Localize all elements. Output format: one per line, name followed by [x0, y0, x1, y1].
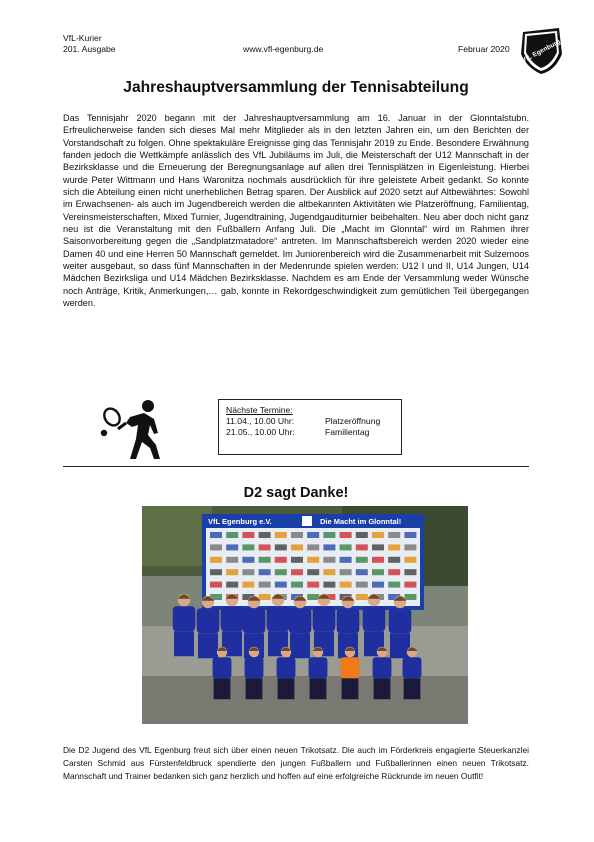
sponsor-logo: [340, 532, 352, 538]
sponsor-logo: [226, 544, 238, 550]
sponsor-logo: [307, 557, 319, 563]
sponsor-logo: [242, 569, 254, 575]
header-left: [63, 33, 116, 55]
sponsor-logo: [372, 582, 384, 588]
sponsor-logo: [340, 582, 352, 588]
sponsor-logo: [226, 557, 238, 563]
sponsor-logo: [291, 569, 303, 575]
sponsor-logo: [275, 582, 287, 588]
sponsor-logo: [307, 544, 319, 550]
sponsor-logo: [372, 557, 384, 563]
sponsor-logo: [210, 532, 222, 538]
sponsor-logo: [323, 557, 335, 563]
sponsor-logo: [226, 532, 238, 538]
sponsor-logo: [404, 582, 416, 588]
sponsor-logo: [404, 532, 416, 538]
section-divider: [63, 466, 529, 467]
sponsor-logo: [275, 544, 287, 550]
sponsor-logo: [388, 544, 400, 550]
sponsor-logo: [210, 582, 222, 588]
article-title-d2: D2 sagt Danke!: [243, 485, 349, 501]
sponsor-logo: [323, 544, 335, 550]
sponsor-logo: [242, 532, 254, 538]
sponsor-logo: [340, 569, 352, 575]
article-body-tennis: Das Tennisjahr 2020 begann mit der Jahreshauptversammlung am 16. Januar in der Glonntalstubn. Erfreulicherweise fanden sich dieses Mal mehr Mitglieder als in den letzten Jahren ein, um den Berichten der Vorstandschaft zu folgen. Ohne spektakuläre Ereignisse ging das Tennisjahr 2019 zu Ende. Besondere Erwähnung fanden jedoch die Wettkämpfe anlässlich des VfL Jubiläums im Juli, die Meisterschaft der U12 Mannschaft in der Bezirksklasse und die Erneuerung der Beregnungsanlage auf allen drei Tennisplätzen in Eigenleistung. Hierbei wurde Peter Wittmann und Hans Waronitza nochmals ausdrücklich für ihre geleistete Arbeit gedankt. So konnte sich die Abteilung einen nicht unerheblichen Betrag sparen. Der Ausblick auf 2020 setzt auf Altbewährtes: Sowohl im Erwachsenen- als auch im Jugendbereich werden die altbekannten Aktivitäten wie Platzeröffnung, Familientag, Vereinsmeisterschaften, Mixed Turnier, Jugendtraining, Jugendgauditurnier beibehalten. Neu aber doch nicht ganz neu ist die Veranstaltung mit den Fußballern Anfang Juli. Die „Macht im Glonntal“ wird im Rahmen ihrer Saisonvorbereitung gegen die „Sandplatzmatadore“ antreten. Im Mannschaftsbereich werden 2020 wieder eine Damen 40 und eine Herren 50 Mannschaft gemeldet. Im Juniorenbereich wird die Zusammenarbeit mit Sulzemoos weiter ausgebaut, so dass fünf Mannschaften in der Medenrunde spielen werden: U12 I und II, U14 Jungen, U14 Mädchen Bezirksliga und U14 Mädchen Bezirksklasse. Nachdem es am Ende der Versammlung weder Wünsche noch Anträge, Kritik, Anmerkungen,… gab, konnte in Rekordgeschwindigkeit zum gemütlichen Teil übergegangen werden.: [63, 113, 529, 309]
date-event: Platzeröffnung: [325, 416, 381, 426]
article-title-tennis: Jahreshauptversammlung der Tennisabteilung: [123, 79, 469, 96]
sponsor-logo: [275, 532, 287, 538]
sponsor-logo: [372, 532, 384, 538]
sponsor-logo: [356, 544, 368, 550]
sponsor-logo: [226, 582, 238, 588]
date-time: 21.05., 10.00 Uhr:: [226, 427, 295, 437]
sponsor-logo: [356, 582, 368, 588]
sponsor-logo: [275, 569, 287, 575]
article-body-d2: Die D2 Jugend des VfL Egenburg freut sich über einen neuen Trikotsatz. Die auch im Förderkreis engagierte Steuerkanzlei Carsten Schmid aus Fürstenfeldbruck spendierte den jungen Fußballern und Fußballerinnen einen neuen Trikotsatz. Mannschaft und Trainer bedanken sich ganz herzlich und hoffen auf eine erfolgreiche Rückrunde im neuen Outfit!: [63, 745, 529, 782]
sponsor-logo: [275, 557, 287, 563]
sponsor-logo: [259, 544, 271, 550]
sponsor-logo: [404, 594, 416, 600]
sponsor-logo: [307, 582, 319, 588]
sponsor-logo: [356, 557, 368, 563]
tennis-player-icon: [100, 399, 166, 461]
sponsor-logo: [404, 544, 416, 550]
sponsor-logo: [356, 594, 368, 600]
issue-number: 201. Ausgabe: [63, 44, 116, 54]
sponsor-logo: [291, 582, 303, 588]
sponsor-logo: [307, 594, 319, 600]
issue-date: Februar 2020: [458, 44, 510, 54]
sponsor-logo: [356, 532, 368, 538]
date-event: Familientag: [325, 427, 370, 437]
sponsor-logo: [404, 557, 416, 563]
sponsor-logo: [388, 569, 400, 575]
sponsor-logo: [259, 532, 271, 538]
sponsor-logo: [340, 557, 352, 563]
sponsor-logo: [323, 582, 335, 588]
sponsor-logo: [404, 569, 416, 575]
banner-right-text: Die Macht im Glonntal!: [320, 517, 402, 526]
sponsor-logo: [226, 569, 238, 575]
logo-text: VfL Egenburg: [520, 38, 562, 65]
sponsor-logo: [210, 544, 222, 550]
sponsor-logo: [291, 532, 303, 538]
publication-name: VfL-Kurier: [63, 33, 102, 43]
sponsor-logo: [356, 569, 368, 575]
sponsor-logo: [210, 569, 222, 575]
sponsor-logo: [372, 569, 384, 575]
sponsor-logo: [307, 532, 319, 538]
website-link[interactable]: www.vfl-egenburg.de: [243, 44, 324, 54]
vfl-crest-logo: [515, 24, 567, 76]
sponsor-logo: [291, 557, 303, 563]
sponsor-logo: [259, 569, 271, 575]
sponsor-logo: [242, 557, 254, 563]
sponsor-logo: [372, 544, 384, 550]
sponsor-logo: [210, 557, 222, 563]
date-row: [226, 416, 394, 427]
sponsor-logo: [388, 532, 400, 538]
sponsor-logo: [259, 557, 271, 563]
sponsor-logo: [323, 532, 335, 538]
sponsor-logo: [388, 582, 400, 588]
sponsor-logo: [259, 582, 271, 588]
upcoming-dates-box: [218, 399, 402, 455]
sponsor-logo: [388, 557, 400, 563]
date-time: 11.04., 10.00 Uhr:: [226, 416, 295, 426]
sponsor-logo: [323, 569, 335, 575]
team-photo: [142, 506, 468, 724]
date-row: [226, 427, 394, 438]
banner-left-text: VfL Egenburg e.V.: [208, 517, 272, 526]
sponsor-logo: [242, 544, 254, 550]
dates-heading: Nächste Termine:: [226, 405, 293, 415]
sponsor-logo: [259, 594, 271, 600]
sponsor-logo: [242, 582, 254, 588]
sponsor-logo: [291, 544, 303, 550]
sponsor-logo: [340, 544, 352, 550]
sponsor-logo: [307, 569, 319, 575]
